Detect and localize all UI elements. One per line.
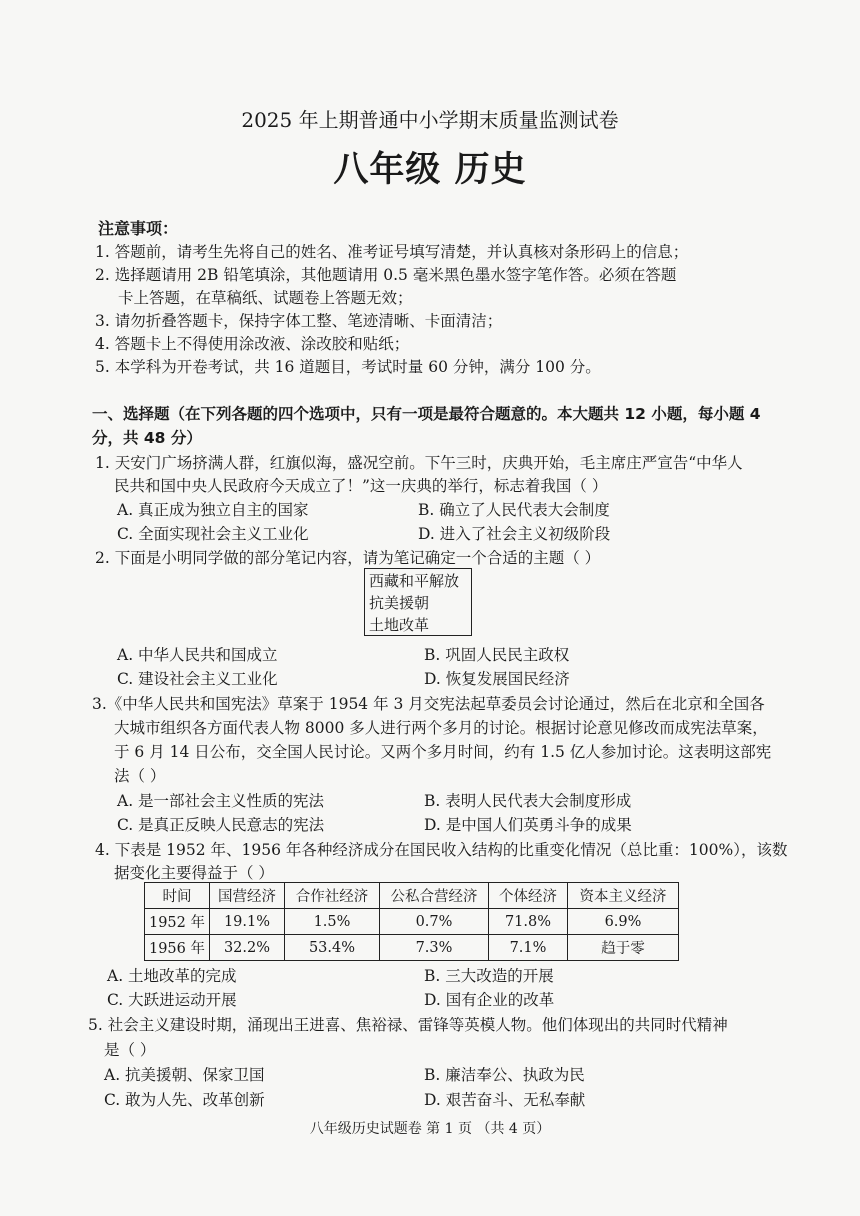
q4-option-d: D. 国有企业的改革 (424, 991, 555, 1009)
table-header: 资本主义经济 (568, 883, 679, 909)
notice-item-4: 4. 答题卡上不得使用涂改液、涂改胶和贴纸； (95, 335, 410, 353)
table-cell: 1956 年 (145, 935, 210, 961)
q5-option-d: D. 艰苦奋斗、无私奉献 (424, 1091, 586, 1109)
q4-stem: 4. 下表是 1952 年、1956 年各种经济成分在国民收入结构的比重变化情况（总比重：100%），该数 (95, 841, 788, 859)
q4-option-c: C. 大跃进运动开展 (107, 991, 237, 1009)
q5-stem-cont: 是（ ） (104, 1041, 156, 1059)
economy-table (144, 882, 679, 961)
table-header: 公私合营经济 (380, 883, 489, 909)
table-cell: 0.7% (380, 909, 489, 935)
q2-note: 西藏和平解放 (369, 572, 460, 590)
notice-item-1: 1. 答题前，请考生先将自己的姓名、准考证号填写清楚，并认真核对条形码上的信息； (95, 243, 689, 261)
table-cell: 7.1% (489, 935, 568, 961)
table-header-row (145, 883, 679, 909)
table-header: 国营经济 (210, 883, 285, 909)
q2-note: 土地改革 (369, 616, 430, 634)
subject-title: 八年级 历史 (333, 150, 527, 190)
notice-item-2-cont: 卡上答题，在草稿纸、试题卷上答题无效； (118, 289, 413, 307)
notice-item-2: 2. 选择题请用 2B 铅笔填涂，其他题请用 0.5 毫米黑色墨水签字笔作答。必须在答题 (95, 266, 677, 284)
q4-stem-cont: 据变化主要得益于（ ） (114, 864, 274, 882)
section-heading-cont: 分，共 48 分） (92, 429, 202, 447)
table-cell: 7.3% (380, 935, 489, 961)
q1-option-a: A. 真正成为独立自主的国家 (117, 501, 309, 519)
q1-option-c: C. 全面实现社会主义工业化 (117, 525, 309, 543)
table-cell: 53.4% (285, 935, 380, 961)
q2-stem: 2. 下面是小明同学做的部分笔记内容，请为笔记确定一个合适的主题（ ） (95, 549, 601, 567)
notice-item-3: 3. 请勿折叠答题卡，保持字体工整、笔迹清晰、卡面清洁； (95, 312, 503, 330)
notice-heading: 注意事项： (98, 219, 179, 238)
q1-stem: 1. 天安门广场挤满人群，红旗似海，盛况空前。下午三时，庆典开始，毛主席庄严宣告“中华人 (95, 454, 743, 472)
q1-option-b: B. 确立了人民代表大会制度 (418, 501, 610, 519)
table-cell: 19.1% (210, 909, 285, 935)
table-cell: 71.8% (489, 909, 568, 935)
q5-option-a: A. 抗美援朝、保家卫国 (104, 1066, 265, 1084)
q1-stem-cont: 民共和国中央人民政府今天成立了！”这一庆典的举行，标志着我国（ ） (114, 477, 608, 495)
table-row (145, 935, 679, 961)
section-heading: 一、选择题（在下列各题的四个选项中，只有一项是最符合题意的。本大题共 12 小题，每小题 4 (92, 405, 761, 423)
q5-option-b: B. 廉洁奉公、执政为民 (424, 1066, 585, 1084)
exam-title: 2025 年上期普通中小学期末质量监测试卷 (241, 108, 619, 132)
q3-option-d: D. 是中国人们英勇斗争的成果 (424, 816, 632, 834)
q2-option-a: A. 中华人民共和国成立 (117, 646, 278, 664)
notice-item-5: 5. 本学科为开卷考试，共 16 道题目，考试时量 60 分钟，满分 100 分。 (95, 358, 601, 376)
q3-stem-cont-3: 法（ ） (114, 767, 166, 785)
table-header: 个体经济 (489, 883, 568, 909)
q2-option-b: B. 巩固人民民主政权 (424, 646, 570, 664)
page-footer: 八年级历史试题卷 第 1 页 （共 4 页） (309, 1121, 551, 1137)
table-cell: 1.5% (285, 909, 380, 935)
q3-option-a: A. 是一部社会主义性质的宪法 (117, 792, 325, 810)
table-header: 时间 (145, 883, 210, 909)
q2-option-d: D. 恢复发展国民经济 (424, 670, 570, 688)
q3-stem: 3.《中华人民共和国宪法》草案于 1954 年 3 月交宪法起草委员会讨论通过，然后在北京和全国各 (92, 695, 765, 713)
table-cell: 趋于零 (568, 935, 679, 961)
q3-stem-cont-2: 于 6 月 14 日公布，交全国人民讨论。又两个多月时间，约有 1.5 亿人参加讨论。这表明这部宪 (114, 743, 772, 761)
q2-note: 抗美援朝 (369, 594, 430, 612)
table-cell: 6.9% (568, 909, 679, 935)
q5-stem: 5. 社会主义建设时期，涌现出王进喜、焦裕禄、雷锋等英模人物。他们体现出的共同时代精神 (88, 1016, 728, 1034)
q3-option-c: C. 是真正反映人民意志的宪法 (117, 816, 325, 834)
table-cell: 1952 年 (145, 909, 210, 935)
q4-option-b: B. 三大改造的开展 (424, 967, 554, 985)
q3-stem-cont-1: 大城市组织各方面代表人物 8000 多人进行两个多月的讨论。根据讨论意见修改而成宪法草案， (114, 719, 768, 737)
q1-option-d: D. 进入了社会主义初级阶段 (418, 525, 611, 543)
q2-notes-box (364, 568, 472, 636)
q3-option-b: B. 表明人民代表大会制度形成 (424, 792, 632, 810)
q4-option-a: A. 土地改革的完成 (107, 967, 237, 985)
table-header: 合作社经济 (285, 883, 380, 909)
q2-option-c: C. 建设社会主义工业化 (117, 670, 278, 688)
table-cell: 32.2% (210, 935, 285, 961)
q5-option-c: C. 敢为人先、改革创新 (104, 1091, 265, 1109)
table-row (145, 909, 679, 935)
